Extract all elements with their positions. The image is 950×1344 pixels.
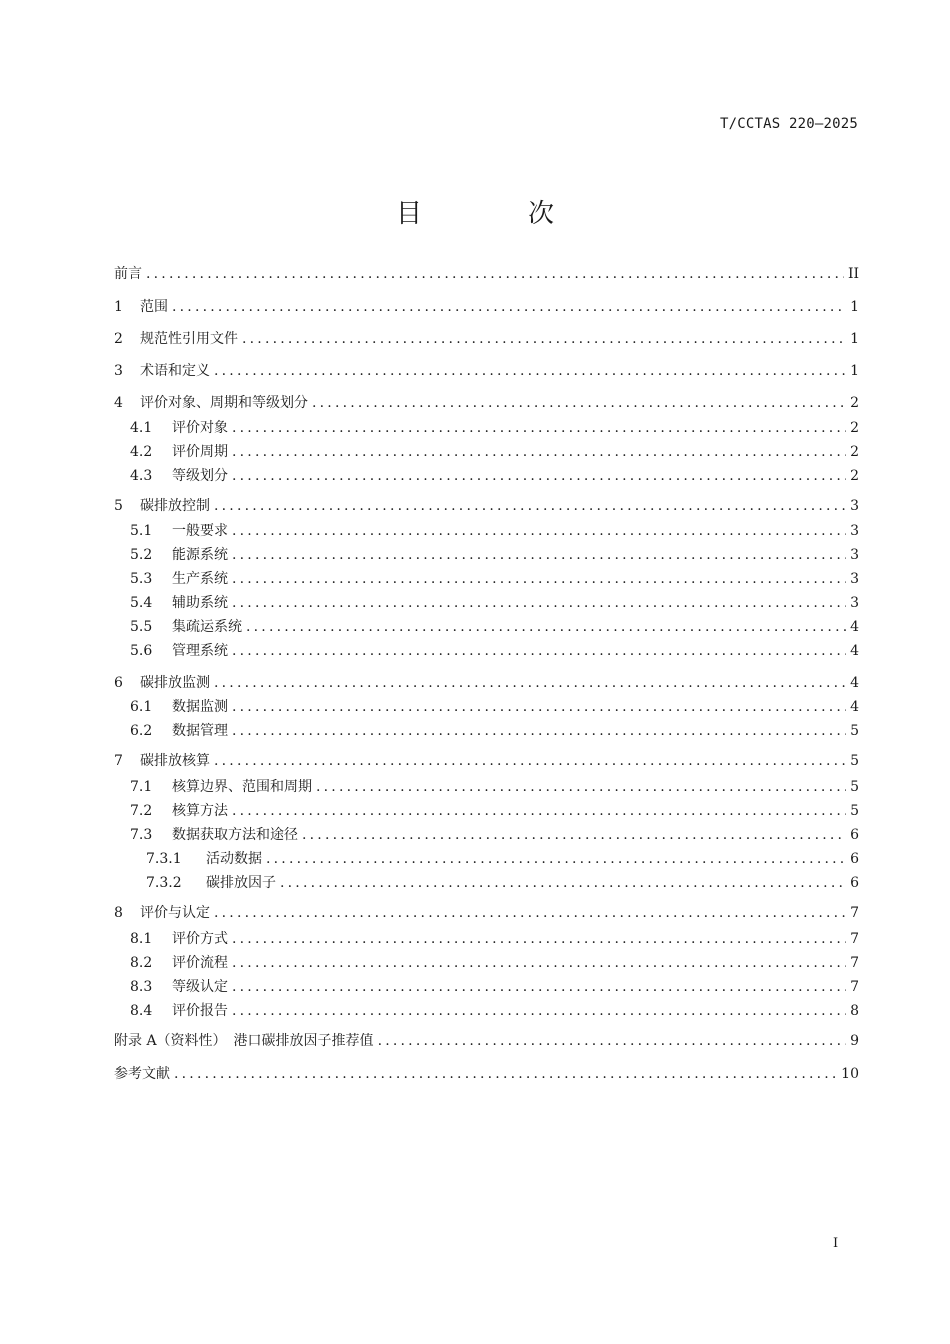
- toc-entry[interactable]: [114, 617, 859, 637]
- toc-entry-label: 规范性引用文件: [140, 331, 238, 347]
- toc-entry-page-number: 2: [850, 420, 859, 436]
- toc-entry[interactable]: [114, 329, 859, 349]
- toc-entry-number: 6.1: [130, 699, 153, 715]
- toc-entry-number: 5.6: [130, 643, 153, 659]
- toc-entry-number: 3: [114, 363, 123, 379]
- toc-entry[interactable]: [114, 697, 859, 717]
- toc-entry-page-number: 6: [850, 851, 859, 867]
- toc-entry-page-number: 5: [850, 723, 859, 739]
- toc-entry[interactable]: [114, 297, 859, 317]
- toc-entry-number: 5.1: [130, 523, 153, 539]
- toc-entry-label: 评价对象: [172, 420, 228, 436]
- toc-entry-number: 7: [114, 753, 123, 769]
- toc-entry-label: 评价与认定: [140, 905, 210, 921]
- toc-leader-dots: [232, 545, 846, 565]
- toc-entry-page-number: 3: [850, 523, 859, 539]
- toc-entry[interactable]: [114, 1064, 859, 1084]
- toc-entry-label: 核算边界、范围和周期: [172, 779, 312, 795]
- toc-leader-dots: [232, 641, 846, 661]
- toc-entry-number: 1: [114, 299, 123, 315]
- toc-entry-label: 一般要求: [172, 523, 228, 539]
- toc-entry-number: 5.3: [130, 571, 153, 587]
- toc-entry-number: 6: [114, 675, 123, 691]
- toc-entry-number: 8.3: [130, 979, 153, 995]
- toc-entry-label: 参考文献: [114, 1066, 170, 1082]
- toc-entry[interactable]: [114, 903, 859, 923]
- toc-entry-page-number: 7: [850, 955, 859, 971]
- toc-entry-page-number: 3: [850, 571, 859, 587]
- toc-entry-number: 8.1: [130, 931, 153, 947]
- toc-leader-dots: [232, 697, 846, 717]
- toc-entry-page-number: 1: [850, 363, 859, 379]
- toc-leader-dots: [302, 825, 846, 845]
- toc-entry-label: 碳排放因子: [206, 875, 276, 891]
- toc-entry-label: 碳排放核算: [140, 753, 210, 769]
- toc-entry[interactable]: [114, 545, 859, 565]
- toc-entry-page-number: 4: [850, 675, 859, 691]
- toc-entry-label: 前言: [114, 266, 142, 282]
- toc-entry[interactable]: [114, 721, 859, 741]
- toc-entry-page-number: 3: [850, 498, 859, 514]
- toc-entry-label: 碳排放监测: [140, 675, 210, 691]
- toc-entry-number: 7.3.1: [146, 851, 182, 867]
- toc-entry-label: 碳排放控制: [140, 498, 210, 514]
- toc-entry-page-number: 4: [850, 699, 859, 715]
- toc-entry-page-number: 5: [850, 779, 859, 795]
- toc-entry-page-number: 3: [850, 547, 859, 563]
- toc-entry[interactable]: [114, 521, 859, 541]
- toc-entry[interactable]: [114, 593, 859, 613]
- toc-entry-label: 术语和定义: [140, 363, 210, 379]
- toc-title: 目 次: [395, 199, 594, 229]
- toc-leader-dots: [242, 329, 846, 349]
- toc-entry[interactable]: [114, 1031, 859, 1051]
- toc-entry-number: 6.2: [130, 723, 153, 739]
- toc-entry-label: 生产系统: [172, 571, 228, 587]
- toc-entry-page-number: 5: [850, 803, 859, 819]
- toc-entry-label: 评价流程: [172, 955, 228, 971]
- toc-entry-label: 等级划分: [172, 468, 228, 484]
- toc-entry-label: 管理系统: [172, 643, 228, 659]
- toc-leader-dots: [232, 721, 846, 741]
- toc-entry-page-number: 1: [850, 299, 859, 315]
- toc-entry-label: 数据管理: [172, 723, 228, 739]
- toc-entry-label: 辅助系统: [172, 595, 228, 611]
- toc-leader-dots: [214, 361, 846, 381]
- toc-leader-dots: [232, 521, 846, 541]
- toc-entry[interactable]: [114, 929, 859, 949]
- toc-entry-label: 评价方式: [172, 931, 228, 947]
- toc-entry-page-number: 7: [850, 979, 859, 995]
- toc-entry-page-number: 1: [850, 331, 859, 347]
- toc-leader-dots: [214, 673, 846, 693]
- toc-entry-label: 评价周期: [172, 444, 228, 460]
- toc-entry[interactable]: [114, 496, 859, 516]
- toc-leader-dots: [378, 1031, 847, 1051]
- toc-entry-number: 7.3.2: [146, 875, 182, 891]
- toc-entry-page-number: 9: [850, 1033, 859, 1049]
- toc-entry[interactable]: [114, 801, 859, 821]
- toc-leader-dots: [214, 903, 846, 923]
- toc-entry-label: 等级认定: [172, 979, 228, 995]
- toc-entry-label: 能源系统: [172, 547, 228, 563]
- toc-leader-dots: [280, 873, 846, 893]
- toc-entry[interactable]: [114, 849, 859, 869]
- toc-entry-number: 7.1: [130, 779, 153, 795]
- toc-entry-page-number: 6: [850, 875, 859, 891]
- toc-entry[interactable]: [114, 751, 859, 771]
- page-folio: I: [833, 1236, 839, 1251]
- toc-entry[interactable]: [114, 641, 859, 661]
- toc-leader-dots: [172, 297, 846, 317]
- toc-entry[interactable]: [114, 977, 859, 997]
- toc-entry-number: 5: [114, 498, 123, 514]
- toc-leader-dots: [214, 496, 846, 516]
- toc-entry-page-number: 3: [850, 595, 859, 611]
- toc-leader-dots: [232, 1001, 846, 1021]
- toc-entry-page-number: 4: [850, 619, 859, 635]
- toc-leader-dots: [266, 849, 846, 869]
- toc-entry-label: 核算方法: [172, 803, 228, 819]
- toc-entry-number: 8.2: [130, 955, 153, 971]
- toc-entry-page-number: 10: [841, 1066, 859, 1082]
- toc-entry[interactable]: [114, 418, 859, 438]
- toc-entry-number: 4.2: [130, 444, 153, 460]
- toc-entry-number: 8.4: [130, 1003, 153, 1019]
- toc-entry[interactable]: [114, 953, 859, 973]
- toc-entry-page-number: 8: [850, 1003, 859, 1019]
- toc-entry-label: 数据监测: [172, 699, 228, 715]
- standard-code: T/CCTAS 220—2025: [719, 116, 858, 132]
- toc-entry[interactable]: [114, 673, 859, 693]
- toc-entry-number: 5.4: [130, 595, 153, 611]
- toc-entry-page-number: 7: [850, 931, 859, 947]
- toc-entry-number: 4.3: [130, 468, 153, 484]
- toc-leader-dots: [312, 393, 846, 413]
- toc-leader-dots: [232, 929, 846, 949]
- toc-entry[interactable]: [114, 361, 859, 381]
- toc-leader-dots: [146, 264, 844, 284]
- toc-entry-label: 活动数据: [206, 851, 262, 867]
- toc-entry[interactable]: [114, 777, 859, 797]
- toc-entry-number: 5.5: [130, 619, 153, 635]
- toc-leader-dots: [232, 418, 846, 438]
- toc-entry[interactable]: [114, 393, 859, 413]
- toc-leader-dots: [174, 1064, 837, 1084]
- toc-entry-label: 附录 A（资料性） 港口碳排放因子推荐值: [114, 1033, 374, 1049]
- toc-leader-dots: [246, 617, 846, 637]
- toc-entry-number: 4.1: [130, 420, 153, 436]
- toc-entry-label: 集疏运系统: [172, 619, 242, 635]
- toc-entry-page-number: 6: [850, 827, 859, 843]
- toc-entry-label: 评价对象、周期和等级划分: [140, 395, 308, 411]
- toc-entry[interactable]: [114, 873, 859, 893]
- toc-entry-number: 8: [114, 905, 123, 921]
- toc-entry-page-number: II: [847, 266, 859, 282]
- toc-entry-page-number: 7: [850, 905, 859, 921]
- toc-leader-dots: [232, 593, 846, 613]
- toc-entry-number: 7.3: [130, 827, 153, 843]
- toc-leader-dots: [232, 953, 846, 973]
- toc-entry[interactable]: [114, 442, 859, 462]
- toc-leader-dots: [232, 442, 846, 462]
- toc-entry-number: 4: [114, 395, 123, 411]
- toc-leader-dots: [232, 977, 846, 997]
- toc-leader-dots: [232, 801, 846, 821]
- toc-entry[interactable]: [114, 466, 859, 486]
- toc-entry-page-number: 2: [850, 444, 859, 460]
- toc-leader-dots: [232, 569, 846, 589]
- toc-leader-dots: [316, 777, 846, 797]
- toc-entry-page-number: 4: [850, 643, 859, 659]
- toc-entry[interactable]: [114, 264, 859, 284]
- toc-entry-number: 7.2: [130, 803, 153, 819]
- toc-leader-dots: [232, 466, 846, 486]
- toc-entry-label: 评价报告: [172, 1003, 228, 1019]
- toc-entry-page-number: 2: [850, 395, 859, 411]
- toc-entry-label: 数据获取方法和途径: [172, 827, 298, 843]
- toc-entry-page-number: 5: [850, 753, 859, 769]
- toc-entry-label: 范围: [140, 299, 168, 315]
- toc-entry[interactable]: [114, 569, 859, 589]
- toc-entry-page-number: 2: [850, 468, 859, 484]
- toc-entry[interactable]: [114, 825, 859, 845]
- toc-leader-dots: [214, 751, 846, 771]
- toc-entry[interactable]: [114, 1001, 859, 1021]
- toc-entry-number: 2: [114, 331, 123, 347]
- toc-entry-number: 5.2: [130, 547, 153, 563]
